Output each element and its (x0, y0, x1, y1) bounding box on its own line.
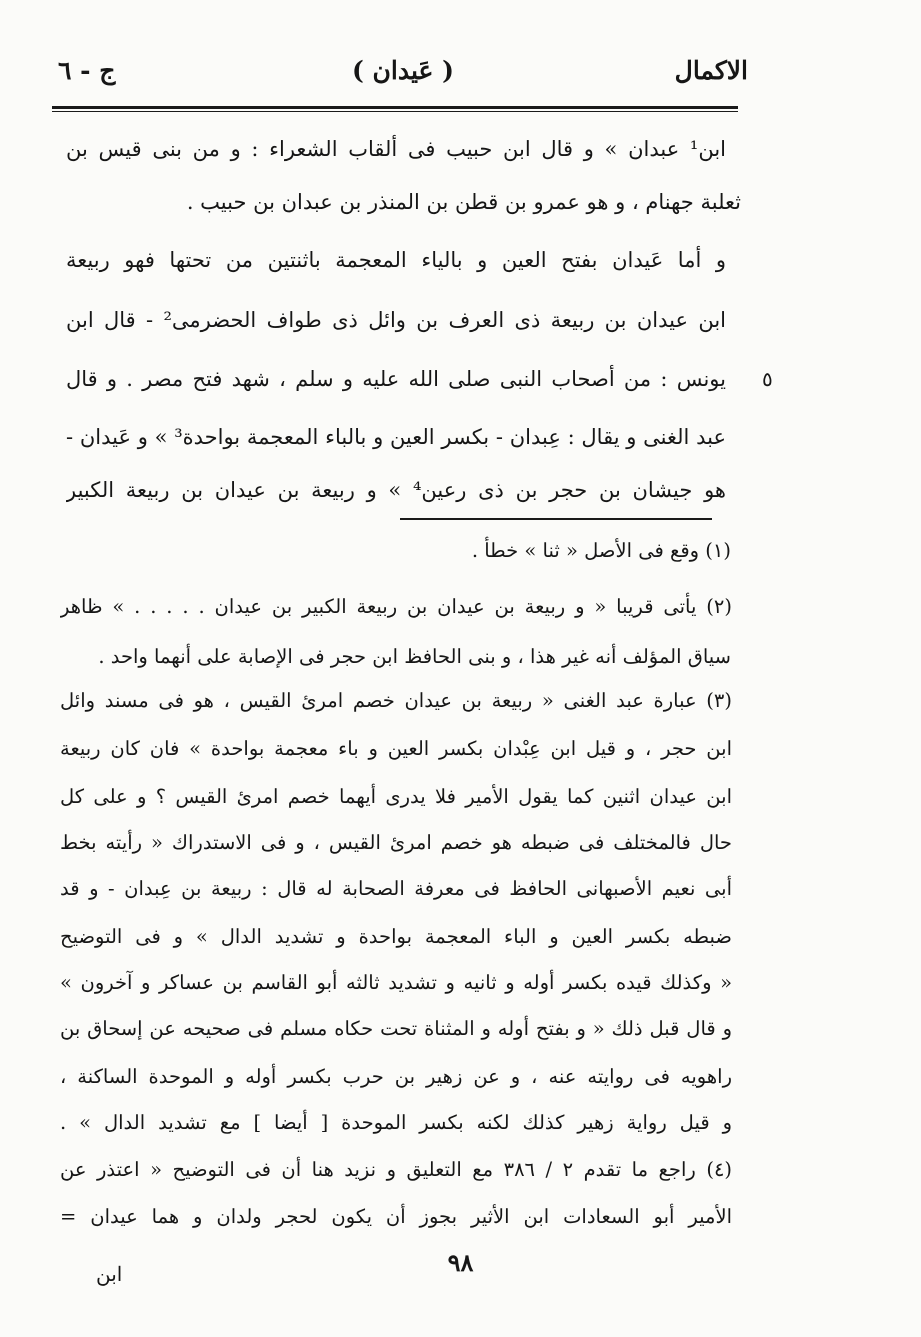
main-text-line: يونس : من أصحاب النبى صلى الله عليه و سلم ، شهد فتح مصر . و قال (66, 367, 726, 391)
footnote-line: (٢) يأتى قريبا « و ربيعة بن عيدان بن ربيعة الكبير بن عيدان . . . . . » ظاهر (60, 595, 732, 618)
main-text-line: عبد الغنى و يقال : عِبدان - بكسر العين و بالباء المعجمة بواحدة³ » و عَيدان - (66, 425, 726, 449)
footnote-line: ابن عيدان اثنين كما يقول الأمير فلا يدرى أيهما خصم امرئ القيس ؟ و على كل (60, 785, 732, 808)
main-text-line: ابن عيدان بن ربيعة ذى العرف بن وائل ذى طواف الحضرمى² - قال ابن (66, 308, 726, 332)
footnote-line: و قال قبل ذلك « و بفتح أوله و المثناة تحت حكاه مسلم فى صحيحه عن إسحاق بن (60, 1017, 732, 1040)
footnote-line: الأمير أبو السعادات ابن الأثير بجوز أن يكون لحجر ولدان و هما عيدان = (60, 1205, 732, 1228)
page-number: ٩٨ (447, 1248, 474, 1277)
book-title: الاكمال (674, 56, 748, 85)
catchword: ابن (96, 1262, 123, 1286)
footnote-line: (٤) راجع ما تقدم ٢ / ٣٨٦ مع التعليق و نزيد هنا أن فى التوضيح « اعتذر عن (60, 1158, 732, 1181)
main-text-line: هو جيشان بن حجر بن ذى رعين⁴ » و ربيعة بن عيدان بن ربيعة الكبير (66, 478, 726, 502)
footnote-line: راهويه فى روايته عنه ، و عن زهير بن حرب بكسر أوله و الموحدة الساكنة ، (60, 1065, 732, 1088)
footnote-line: ضبطه بكسر العين و الباء المعجمة بواحدة و تشديد الدال » و فى التوضيح (60, 925, 732, 948)
footnote-line: (١) وقع فى الأصل « ثنا » خطأ . (471, 539, 731, 562)
volume-number: ج - ٦ (58, 56, 116, 85)
footnote-line: سياق المؤلف أنه غير هذا ، و بنى الحافظ ابن حجر فى الإصابة على أنهما واحد . (98, 645, 731, 668)
running-header (58, 52, 748, 96)
entry-title: ( عَيدان ) (352, 56, 454, 85)
footnote-line: و قيل رواية زهير كذلك لكنه بكسر الموحدة [ أيضا ] مع تشديد الدال » . (60, 1111, 732, 1134)
header-rule-thick (52, 106, 738, 109)
footnote-line: (٣) عبارة عبد الغنى « ربيعة بن عيدان خصم امرئ القيس ، هو فى مسند وائل (60, 689, 732, 712)
line-number: ٥ (762, 367, 773, 391)
main-text-line: ثعلبة جهنام ، و هو عمرو بن قطن بن المنذر بن عبدان بن حبيب . (186, 190, 741, 214)
main-text-line: ابن¹ عبدان » و قال ابن حبيب فى ألقاب الشعراء : و من بنى قيس بن (66, 137, 726, 161)
footnote-line: ابن حجر ، و قيل ابن عِبْدان بكسر العين و باء معجمة بواحدة » فان كان ربيعة (60, 737, 732, 760)
header-rule-thin (52, 111, 738, 112)
footnote-line: حال فالمختلف فى ضبطه هو خصم امرئ القيس ، و فى الاستدراك « رأيته بخط (60, 831, 732, 854)
main-text-line: و أما عَيدان بفتح العين و بالياء المعجمة باثنتين من تحتها فهو ربيعة (66, 248, 726, 272)
footnote-separator (400, 518, 712, 520)
footnote-line: « وكذلك قيده بكسر أوله و ثانيه و تشديد ثالثه أبو القاسم بن عساكر و آخرون » (60, 971, 732, 994)
footnote-line: أبى نعيم الأصبهانى الحافظ فى معرفة الصحابة له قال : ربيعة بن عِبدان - و قد (60, 877, 732, 900)
